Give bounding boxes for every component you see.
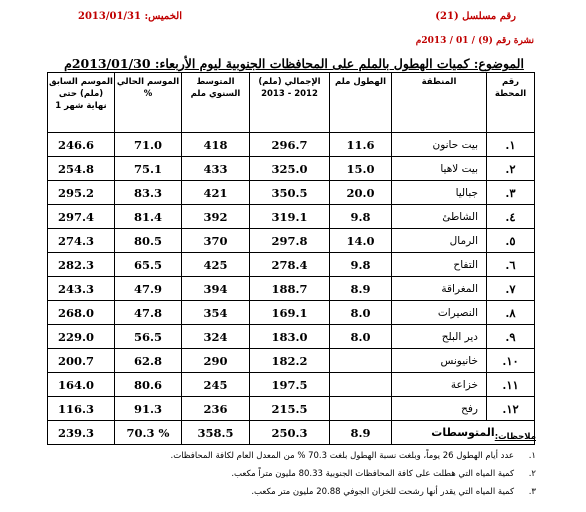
region-name: التفاح: [392, 253, 487, 277]
region-name: بيت لاهيا: [392, 157, 487, 181]
previous-season-value: 274.3: [48, 229, 115, 253]
rainfall-value: [330, 373, 392, 397]
table-row: [48, 229, 535, 253]
previous-season-value: 295.2: [48, 181, 115, 205]
total-value: 169.1: [250, 301, 330, 325]
note-text: كمية المياه التي يقدر أنها رشحت للخزان الجوفي 20.88 مليون متر مكعب.: [251, 487, 514, 497]
table-row: [48, 349, 535, 373]
table-row: [48, 277, 535, 301]
region-name: بيت حانون: [392, 133, 487, 157]
annual-average-value: 433: [182, 157, 250, 181]
annual-average-value: 392: [182, 205, 250, 229]
note-text: عدد أيام الهطول 26 يوماً، وبلغت نسبة الهطول بلغت 70.3 % من المعدل العام لكافة المحافظات.: [170, 451, 514, 461]
total-value: 319.1: [250, 205, 330, 229]
header-current-season: الموسم الحالي %: [115, 73, 182, 133]
rainfall-value: 14.0: [330, 229, 392, 253]
table-row: [48, 157, 535, 181]
season-percent-value: 62.8: [115, 349, 182, 373]
note-item: [56, 487, 536, 498]
season-percent-value: 56.5: [115, 325, 182, 349]
total-value: 197.5: [250, 373, 330, 397]
table-row: [48, 397, 535, 421]
previous-season-value: 297.4: [48, 205, 115, 229]
previous-season-value: 200.7: [48, 349, 115, 373]
annual-average-value: 394: [182, 277, 250, 301]
table-row: [48, 133, 535, 157]
averages-previous: 239.3: [48, 421, 115, 445]
total-value: 297.8: [250, 229, 330, 253]
header-previous-season: الموسم السابق (ملم) حتى نهاية شهر 1: [48, 73, 115, 133]
notes-list: [56, 451, 536, 498]
averages-rainfall: 8.9: [330, 421, 392, 445]
total-value: 278.4: [250, 253, 330, 277]
season-percent-value: 81.4: [115, 205, 182, 229]
station-number: ٧.: [487, 277, 535, 301]
header-total: الإجمالي (ملم) 2012 - 2013: [250, 73, 330, 133]
annual-average-value: 354: [182, 301, 250, 325]
season-percent-value: 71.0: [115, 133, 182, 157]
note-number: ٣.: [528, 487, 536, 497]
station-number: ٢.: [487, 157, 535, 181]
header-station-no: رقم المحطة: [487, 73, 535, 133]
annual-average-value: 370: [182, 229, 250, 253]
table-row: [48, 253, 535, 277]
note-number: ٢.: [528, 469, 536, 479]
note-text: كمية المياه التي هطلت على كافة المحافظات الجنوبية 80.33 مليون متراً مكعب.: [231, 469, 514, 479]
rainfall-value: 8.0: [330, 325, 392, 349]
annual-average-value: 236: [182, 397, 250, 421]
region-name: رفح: [392, 397, 487, 421]
season-percent-value: 91.3: [115, 397, 182, 421]
season-percent-value: 80.5: [115, 229, 182, 253]
region-name: الرمال: [392, 229, 487, 253]
annual-average-value: 418: [182, 133, 250, 157]
annual-average-value: 245: [182, 373, 250, 397]
table-header-row: [48, 73, 535, 133]
total-value: 350.5: [250, 181, 330, 205]
note-item: [56, 451, 536, 462]
rainfall-value: [330, 349, 392, 373]
rainfall-value: 11.6: [330, 133, 392, 157]
serial-number: رقم مسلسل (21): [435, 11, 516, 22]
station-number: ١٢.: [487, 397, 535, 421]
region-name: دير البلح: [392, 325, 487, 349]
region-name: النصيرات: [392, 301, 487, 325]
annual-average-value: 290: [182, 349, 250, 373]
total-value: 188.7: [250, 277, 330, 301]
region-name: جباليا: [392, 181, 487, 205]
total-value: 183.0: [250, 325, 330, 349]
previous-season-value: 282.3: [48, 253, 115, 277]
station-number: ١.: [487, 133, 535, 157]
station-number: ٤.: [487, 205, 535, 229]
total-value: 182.2: [250, 349, 330, 373]
previous-season-value: 164.0: [48, 373, 115, 397]
region-name: خانيونس: [392, 349, 487, 373]
station-number: ١١.: [487, 373, 535, 397]
season-percent-value: 65.5: [115, 253, 182, 277]
report-date: الخميس: 2013/01/31: [78, 11, 182, 22]
table-row: [48, 325, 535, 349]
rainfall-value: 15.0: [330, 157, 392, 181]
rainfall-value: 20.0: [330, 181, 392, 205]
annual-average-value: 425: [182, 253, 250, 277]
averages-annual: 358.5: [182, 421, 250, 445]
region-name: خزاعة: [392, 373, 487, 397]
season-percent-value: 47.9: [115, 277, 182, 301]
total-value: 296.7: [250, 133, 330, 157]
notes-title: ملاحظات:: [494, 432, 536, 442]
rainfall-table: [47, 72, 535, 445]
bulletin-number: نشرة رقم (9) / 01 / 2013م: [415, 36, 534, 46]
previous-season-value: 229.0: [48, 325, 115, 349]
season-percent-value: 80.6: [115, 373, 182, 397]
table-body: [48, 133, 535, 421]
season-percent-value: 83.3: [115, 181, 182, 205]
header-rainfall: الهطول ملم: [330, 73, 392, 133]
table-row: [48, 373, 535, 397]
averages-total: 250.3: [250, 421, 330, 445]
table-row: [48, 301, 535, 325]
station-number: ١٠.: [487, 349, 535, 373]
notes-section: [56, 432, 536, 505]
header-region: المنطقة: [392, 73, 487, 133]
note-number: ١.: [528, 451, 536, 461]
total-value: 325.0: [250, 157, 330, 181]
region-name: الشاطئ: [392, 205, 487, 229]
annual-average-value: 324: [182, 325, 250, 349]
previous-season-value: 268.0: [48, 301, 115, 325]
season-percent-value: 75.1: [115, 157, 182, 181]
table-row: [48, 181, 535, 205]
rainfall-value: 9.8: [330, 253, 392, 277]
annual-average-value: 421: [182, 181, 250, 205]
table-row: [48, 205, 535, 229]
station-number: ٩.: [487, 325, 535, 349]
averages-label: المتوسطات: [392, 421, 535, 445]
previous-season-value: 254.8: [48, 157, 115, 181]
note-item: [56, 469, 536, 480]
previous-season-value: 243.3: [48, 277, 115, 301]
header-annual-average: المتوسط السنوي ملم: [182, 73, 250, 133]
station-number: ٣.: [487, 181, 535, 205]
region-name: المغراقة: [392, 277, 487, 301]
report-subject: الموضوع: كميات الهطول بالملم على المحافظات الجنوبية ليوم الأربعاء: 2013/01/30م: [64, 56, 524, 71]
season-percent-value: 47.8: [115, 301, 182, 325]
previous-season-value: 246.6: [48, 133, 115, 157]
rainfall-value: [330, 397, 392, 421]
total-value: 215.5: [250, 397, 330, 421]
station-number: ٦.: [487, 253, 535, 277]
rainfall-value: 8.9: [330, 277, 392, 301]
averages-percent: 70.3 %: [115, 421, 182, 445]
station-number: ٨.: [487, 301, 535, 325]
rainfall-value: 9.8: [330, 205, 392, 229]
station-number: ٥.: [487, 229, 535, 253]
rainfall-value: 8.0: [330, 301, 392, 325]
previous-season-value: 116.3: [48, 397, 115, 421]
